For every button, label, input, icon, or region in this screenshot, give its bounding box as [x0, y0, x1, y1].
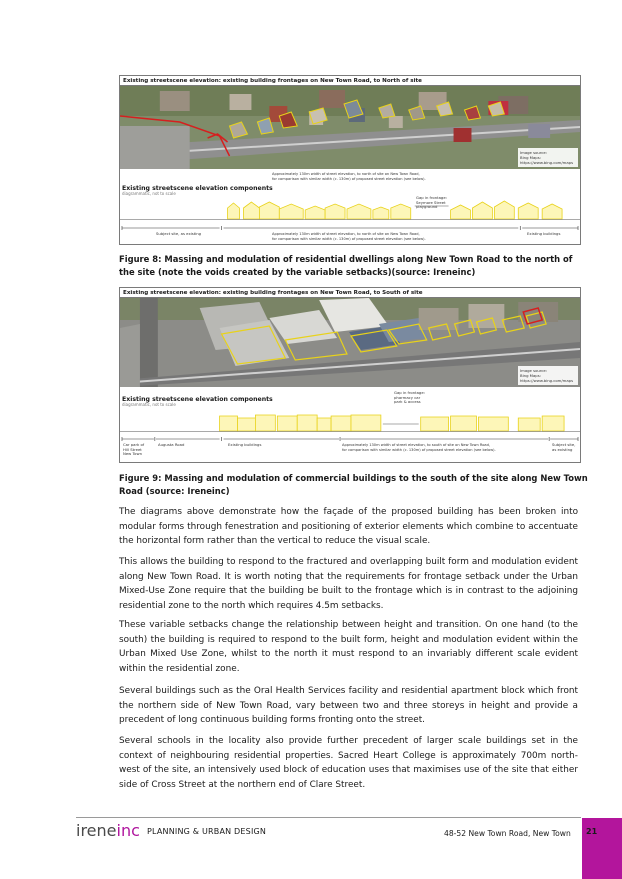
figure-8-caption: Figure 8: Massing and modulation of residential dwellings along New Town Road to the north of the site (note the voids created by the variable setbacks)(source: Ireneinc)	[119, 254, 573, 277]
logo-tagline: PLANNING & URBAN DESIGN	[146, 827, 267, 836]
figure-9-gap-note: Gap in frontage: pharmacy car park & access	[394, 390, 425, 405]
north-dimension-line	[120, 226, 580, 230]
figure-8-label-existing-buildings: Existing buildings	[527, 231, 561, 236]
body-paragraph: This allows the building to respond to the fractured and overlapping built form and modulation evident along New Town Road. It is worth noting that the requirements for frontage setback under the Urban Mixed-Use Zone require that the building be built to the frontage which is in contrast to the adjoining residential zone to the north which requires 4.5m setbacks.	[119, 557, 578, 612]
south-dimension-line	[120, 437, 580, 441]
figure-9-aerial-photo	[120, 298, 580, 387]
figure-9-label-augusta-road: Augusta Road	[158, 442, 185, 447]
south-elevation-shapes	[120, 410, 580, 432]
figure-8-approx-note-top: Approximately 130m width of street elevation, to north of site on New Town Road, for comparison with similar width (c. 130m) of proposed street elevation (see below).	[272, 172, 426, 181]
figure-9-label-existing-buildings: Existing buildings	[228, 442, 262, 447]
page-number: 21	[586, 827, 598, 836]
south-aerial-image	[120, 298, 580, 387]
figure-9-title: Existing streetscene elevation: existing building frontages on New Town Road, to South of site	[120, 288, 580, 298]
figure-9-label-subject-site: Subject site, as existing	[552, 442, 576, 452]
figure-8-components-heading: Existing streetscene elevation components diagrammatic, not to scale	[122, 185, 273, 196]
figure-8-dimension-line	[120, 226, 580, 230]
figure-9-dimension-line	[120, 437, 580, 441]
body-paragraph: These variable setbacks change the relationship between height and transition. On one hand (to the south) the building is required to respond to the built form, height and modulation evident within the Urban Mixed Use Zone, whilst to the north it must respond to an invariably different scale evident within the residential zone.	[119, 620, 578, 675]
logo-irene-text: irene	[76, 821, 117, 840]
logo-inc-text: inc	[116, 821, 140, 840]
figure-9-caption: Figure 9: Massing and modulation of commercial buildings to the south of the site along New Town Road (source: Ireneinc)	[119, 473, 588, 496]
figure-8-image-source: Image source: Bing Maps: https://www.bing.com/maps	[518, 148, 578, 167]
body-paragraph: The diagrams above demonstrate how the façade of the proposed building has been broken into modular forms through fenestration and positioning of exterior elements which combine to accentuate the horizontal form rather than the vertical to reduce the visual scale.	[119, 507, 578, 547]
figure-9	[119, 287, 581, 463]
figure-9-image-source: Image source: Bing Maps: https://www.bing.com/maps	[518, 366, 578, 385]
north-aerial-image	[120, 86, 580, 169]
footer-divider	[76, 817, 581, 818]
body-paragraph: Several schools in the locality also provide further precedent of larger scale buildings set in the context of neighbouring residential properties. Sacred Heart College is approximately 700m north-west of the site, an intensively used block of education uses that maximises use of the site that either side of Cross Street at the northern end of Clare Street.	[119, 736, 578, 791]
figure-8-gap-note: Gap in frontage: Seymore Street playground	[416, 195, 447, 210]
north-elevation-shapes	[120, 195, 580, 220]
figure-8-approx-note-bottom: Approximately 130m width of street elevation, to north of site on New Town Road, for comparison with similar width (c. 130m) of proposed street elevation (see below).	[272, 232, 426, 241]
figure-8	[119, 75, 581, 245]
figure-8-elevation-diagram	[120, 195, 580, 220]
figure-9-approx-note-bottom: Approximately 130m width of street elevation, to south of site on New Town Road, for comparison with similar width (c. 130m) of proposed street elevation (see below).	[342, 443, 496, 452]
figure-8-label-subject-site: Subject site, as existing	[156, 231, 202, 236]
figure-8-aerial-photo	[120, 86, 580, 169]
figure-9-elevation-diagram	[120, 410, 580, 432]
footer-address: 48-52 New Town Road, New Town	[444, 829, 571, 838]
figure-9-components-heading: Existing streetscene elevation components diagrammatic, not to scale	[122, 396, 273, 407]
body-paragraph: Several buildings such as the Oral Health Services facility and residential apartment block which front the northern side of New Town Road, vary between two and three storeys in height and provide a precedent of long continuous building forms fronting onto the street.	[119, 686, 578, 726]
figure-8-title: Existing streetscene elevation: existing building frontages on New Town Road, to North of site	[120, 76, 580, 86]
ireneinc-logo	[76, 821, 266, 842]
figure-9-label-car-park: Car park of Hill Street New Town	[123, 442, 145, 457]
